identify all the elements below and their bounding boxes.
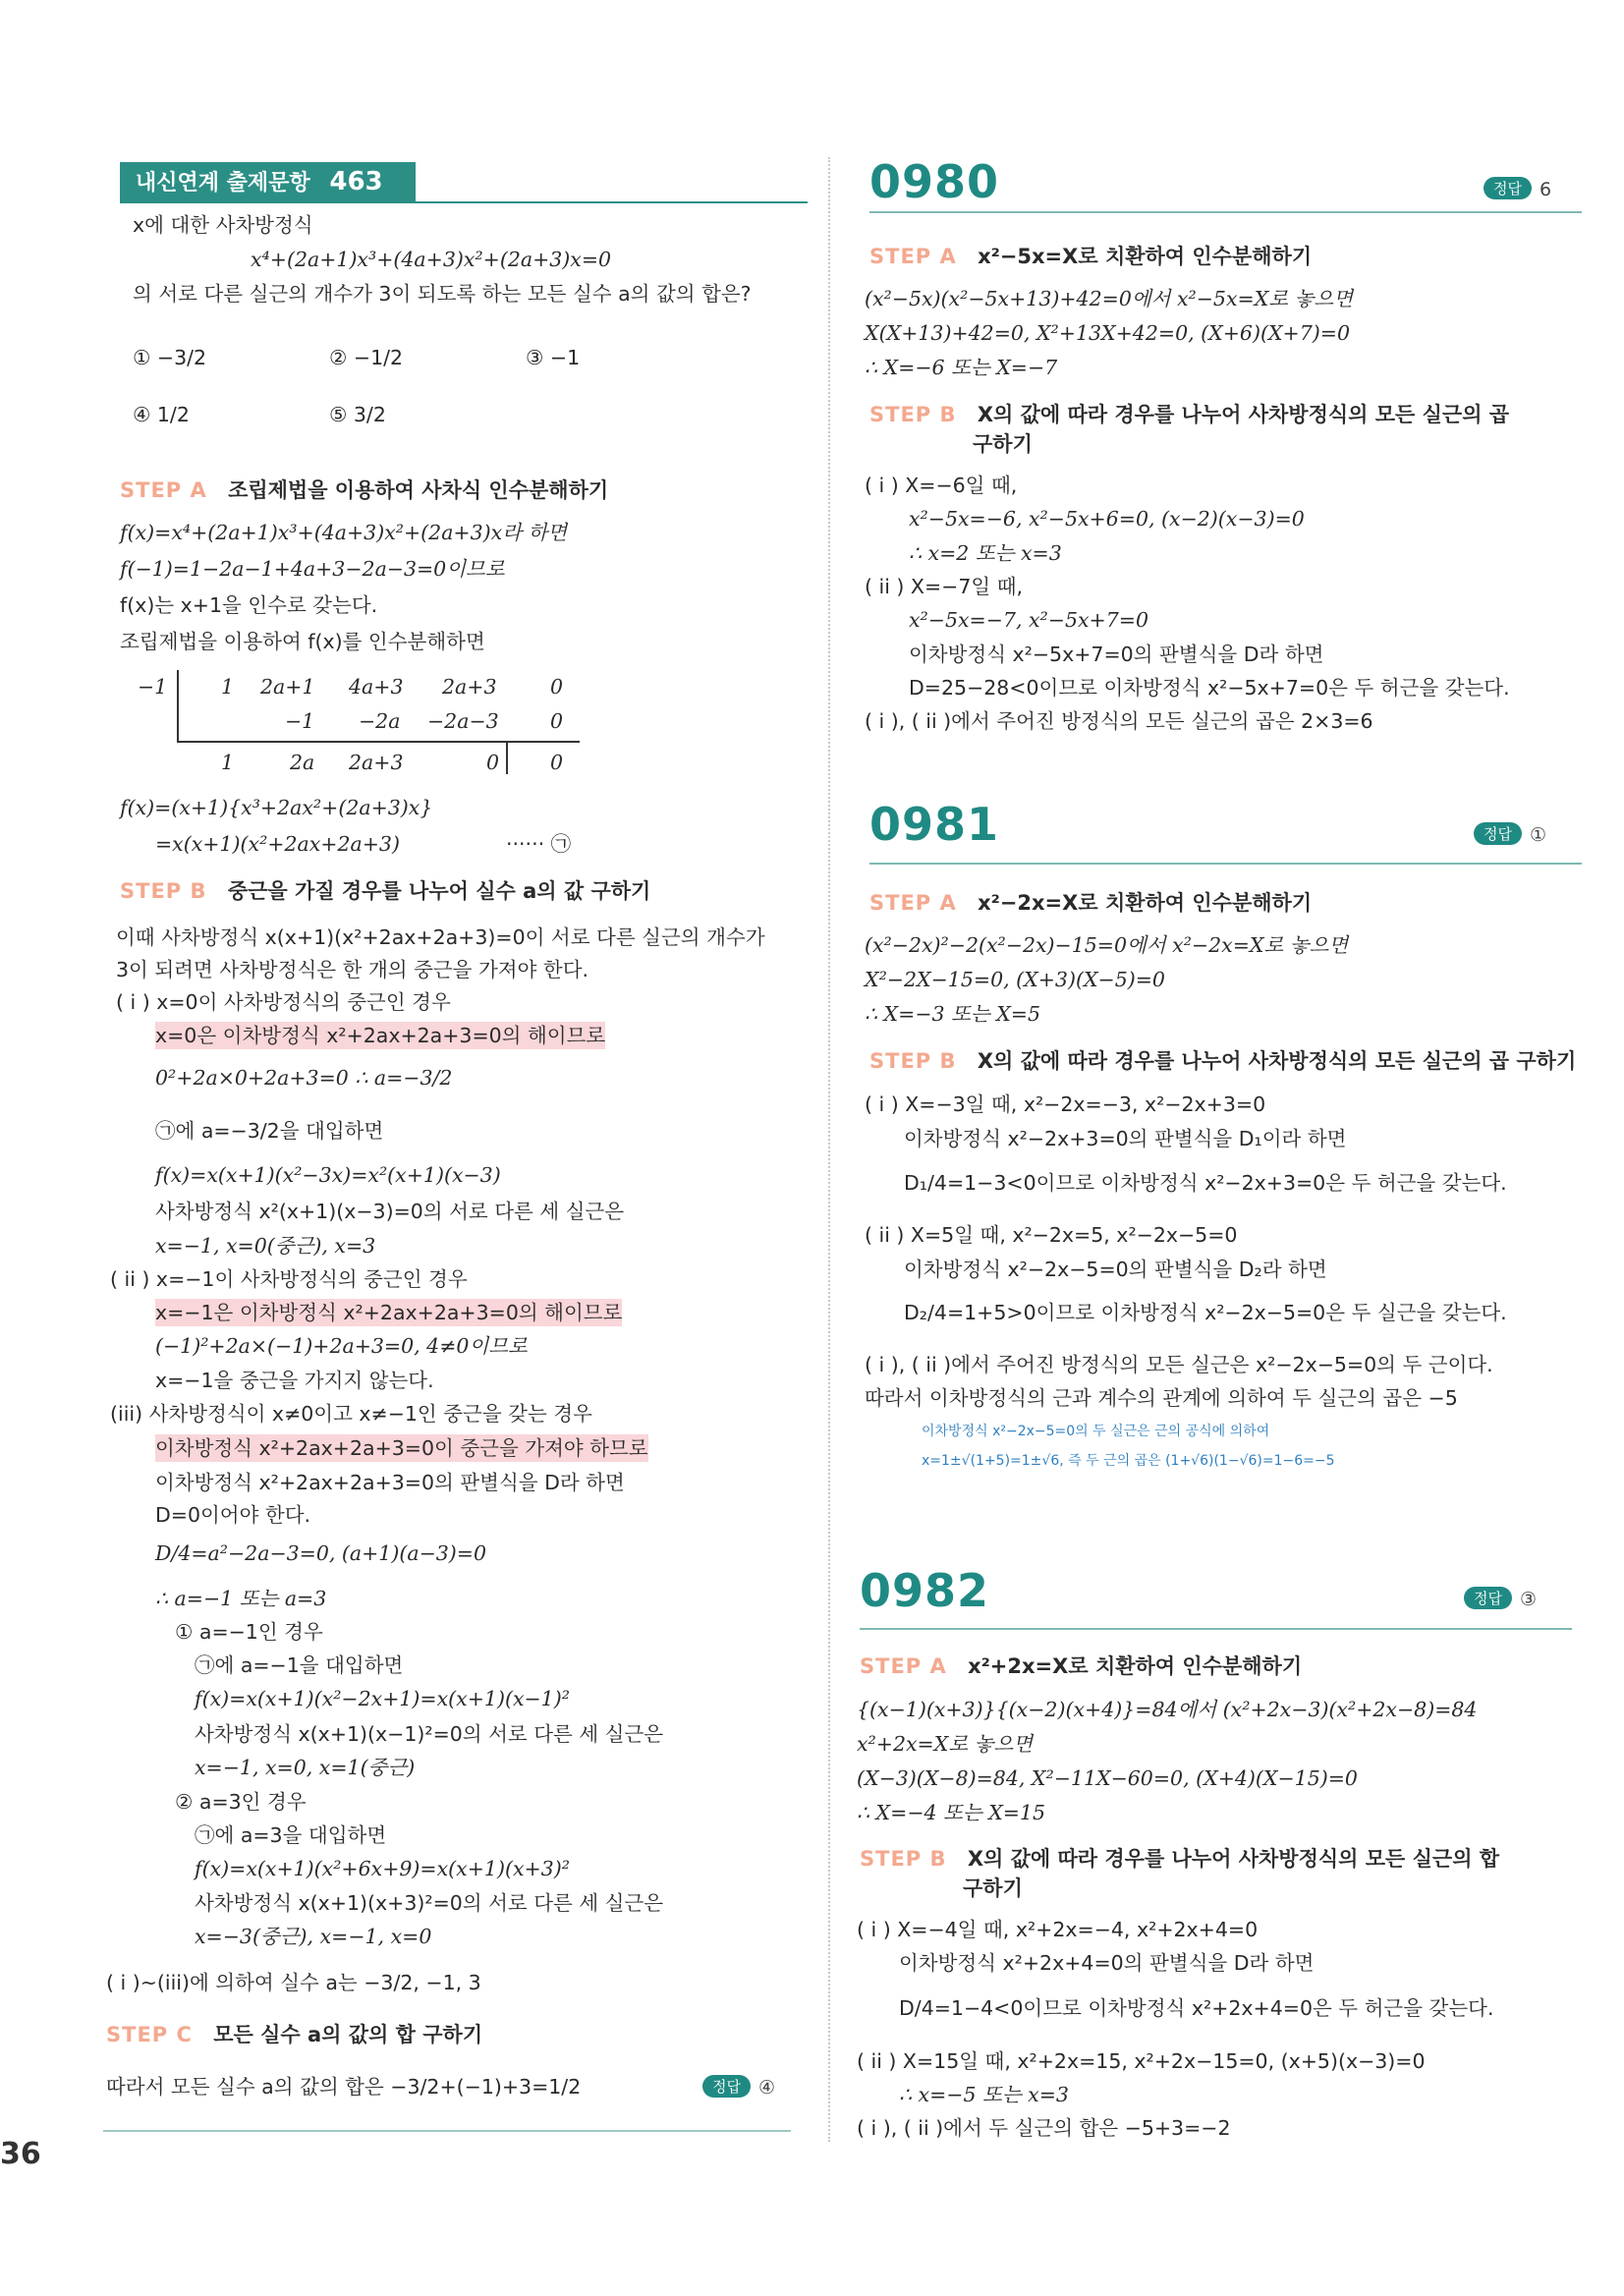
section-rule [869, 211, 1582, 213]
section-rule [860, 1628, 1572, 1630]
step-a-heading [120, 476, 608, 504]
step-b-heading [869, 1047, 1576, 1075]
step-b-line: 이때 사차방정식 x(x+1)(x²+2ax+2a+3)=0이 서로 다른 실근의 개수가 [116, 925, 765, 949]
side-note: x=1±√(1+5)=1±√6, 즉 두 근의 곱은 (1+√6)(1−√6)=1−6=−5 [922, 1453, 1335, 1469]
case-heading: ( ii ) X=5일 때, x²−2x=5, x²−2x−5=0 [865, 1223, 1238, 1247]
step-line: D₁/4=1−3<0이므로 이차방정식 x²−2x+3=0은 두 허근을 갖는다. [904, 1171, 1507, 1195]
synthetic-root: −1 [138, 675, 168, 699]
step-b-line: 사차방정식 x(x+1)(x+3)²=0의 서로 다른 세 실근은 [195, 1891, 664, 1915]
synthetic-cell: 0 [550, 751, 564, 774]
step-b-tag: STEP B [860, 1847, 947, 1871]
step-a-line: 조립제법을 이용하여 f(x)를 인수분해하면 [120, 630, 485, 653]
answer-label: 정답 [1484, 177, 1532, 199]
synthetic-cell: 2a [290, 751, 315, 774]
step-a-heading [869, 243, 1312, 270]
highlighted-line: 이차방정식 x²+2ax+2a+3=0이 중근을 가져야 하므로 [155, 1436, 648, 1460]
answer-badge-0981 [1474, 822, 1546, 846]
problem-number-0981: 0981 [869, 798, 1000, 851]
synthetic-cell: 4a+3 [349, 675, 404, 699]
problem-number-0982: 0982 [860, 1564, 990, 1617]
highlighted-line: x=−1은 이차방정식 x²+2ax+2a+3=0의 해이므로 [155, 1301, 623, 1324]
step-b-line: 이차방정식 x²+2ax+2a+3=0의 판별식을 D라 하면 [155, 1471, 625, 1494]
synthetic-cell: 0 [486, 751, 500, 774]
answer-badge-0982 [1464, 1587, 1537, 1610]
step-c-heading [106, 2021, 482, 2048]
section-rule [869, 863, 1582, 865]
answer-value: ④ [757, 2077, 776, 2099]
answer-label: 정답 [702, 2075, 751, 2098]
step-b-line: f(x)=x(x+1)(x²−2x+1)=x(x+1)(x−1)² [195, 1687, 570, 1710]
step-a-line: f(x)는 x+1을 인수로 갖는다. [120, 593, 378, 617]
header-rule [120, 201, 808, 203]
step-b-title-cont: 구하기 [973, 432, 1033, 456]
step-c-title: 모든 실수 a의 값의 합 구하기 [213, 2023, 483, 2046]
synthetic-cell: 1 [221, 751, 235, 774]
answer-badge [702, 2075, 775, 2099]
step-line: 이차방정식 x²+2x+4=0의 판별식을 D라 하면 [899, 1951, 1315, 1975]
synthetic-cell: 0 [550, 675, 564, 699]
step-line: D₂/4=1+5>0이므로 이차방정식 x²−2x−5=0은 두 실근을 갖는다. [904, 1301, 1507, 1324]
subcase-heading: ② a=3인 경우 [175, 1790, 307, 1814]
step-b-line: (−1)²+2a×(−1)+2a+3=0, 4≠0이므로 [155, 1334, 528, 1358]
step-conclusion: ( i ), ( ii )에서 주어진 방정식의 모든 실근의 곱은 2×3=6 [865, 709, 1373, 733]
step-a-title: x²−5x=X로 치환하여 인수분해하기 [978, 245, 1313, 268]
case-heading: (iii) 사차방정식이 x≠0이고 x≠−1인 중근을 갖는 경우 [110, 1402, 592, 1426]
synthetic-rule [177, 741, 580, 743]
synthetic-cell: 2a+1 [260, 675, 315, 699]
problem-number-0980: 0980 [869, 155, 1000, 208]
step-line: x²−5x=−7, x²−5x+7=0 [909, 608, 1148, 632]
synthetic-cell: 2a+3 [349, 751, 404, 774]
case-heading: ( i ) X=−6일 때, [865, 474, 1018, 497]
answer-value: ① [1529, 824, 1547, 846]
step-line: 이차방정식 x²−2x+3=0의 판별식을 D₁이라 하면 [904, 1127, 1347, 1150]
step-b-tag: STEP B [869, 1049, 957, 1073]
synthetic-divider [177, 670, 179, 741]
case-heading: ( i ) x=0이 사차방정식의 중근인 경우 [116, 990, 451, 1014]
step-b-line: 3이 되려면 사차방정식은 한 개의 중근을 가져야 한다. [116, 958, 589, 981]
step-b-title: X의 값에 따라 경우를 나누어 사차방정식의 모든 실근의 곱 구하기 [977, 1049, 1577, 1073]
step-a-tag: STEP A [869, 245, 957, 268]
answer-badge-0980 [1484, 177, 1551, 200]
step-b-line: x=−3(중근), x=−1, x=0 [195, 1925, 432, 1948]
step-line: D/4=1−4<0이므로 이차방정식 x²+2x+4=0은 두 허근을 갖는다. [899, 1996, 1494, 2020]
highlighted-line: x=0은 이차방정식 x²+2ax+2a+3=0의 해이므로 [155, 1024, 606, 1047]
choice-2[interactable]: ② −1/2 [329, 346, 404, 369]
step-line: x²−5x=−6, x²−5x+6=0, (x−2)(x−3)=0 [909, 507, 1305, 531]
step-b-heading [120, 877, 650, 905]
case-heading: ( i ) X=−3일 때, x²−2x=−3, x²−2x+3=0 [865, 1092, 1266, 1116]
step-a-heading [869, 889, 1312, 917]
step-conclusion: 따라서 이차방정식의 근과 계수의 관계에 의하여 두 실근의 곱은 −5 [865, 1386, 1458, 1410]
step-line: ∴ x=2 또는 x=3 [909, 541, 1062, 565]
step-b-line: x=−1, x=0, x=1(중근) [195, 1756, 416, 1779]
step-a-heading [860, 1652, 1302, 1680]
step-a-title: x²+2x=X로 치환하여 인수분해하기 [968, 1654, 1303, 1678]
step-b-line: ㉠에 a=−1을 대입하면 [195, 1653, 404, 1677]
step-line: X(X+13)+42=0, X²+13X+42=0, (X+6)(X+7)=0 [865, 321, 1350, 345]
synthetic-cell: 1 [221, 675, 235, 699]
answer-label: 정답 [1464, 1587, 1512, 1609]
case-heading: ( ii ) x=−1이 사차방정식의 중근인 경우 [110, 1267, 468, 1291]
step-b-line: x=−1, x=0(중근), x=3 [155, 1234, 376, 1258]
synthetic-cell: 2a+3 [442, 675, 497, 699]
step-a-title: 조립제법을 이용하여 사차식 인수분해하기 [228, 478, 609, 502]
page-number: 36 [0, 2137, 41, 2171]
step-b-line: D/4=a²−2a−3=0, (a+1)(a−3)=0 [155, 1541, 487, 1565]
step-c-tag: STEP C [106, 2023, 193, 2046]
step-b-line: x=−1을 중근을 가지지 않는다. [155, 1369, 434, 1392]
step-b-title: X의 값에 따라 경우를 나누어 사차방정식의 모든 실근의 합 [967, 1847, 1500, 1871]
answer-label: 정답 [1474, 822, 1522, 845]
step-b-line: D=0이어야 한다. [155, 1503, 311, 1527]
step-line: ∴ X=−4 또는 X=15 [857, 1801, 1046, 1824]
synthetic-remainder-bar [506, 741, 508, 774]
case-heading: ( ii ) X=−7일 때, [865, 575, 1024, 598]
step-b-line: f(x)=x(x+1)(x²+6x+9)=x(x+1)(x+3)² [195, 1857, 570, 1880]
header-label: 내신연계 출제문항 [136, 171, 310, 196]
step-b-conclusion: ( i )~(iii)에 의하여 실수 a는 −3/2, −1, 3 [106, 1971, 481, 1994]
choice-1[interactable]: ① −3/2 [133, 346, 207, 369]
step-b-line: 사차방정식 x(x+1)(x−1)²=0의 서로 다른 세 실근은 [195, 1722, 664, 1746]
step-a-tag: STEP A [869, 891, 957, 915]
step-a-line: f(x)=x⁴+(2a+1)x³+(4a+3)x²+(2a+3)x라 하면 [120, 521, 568, 544]
answer-value: ③ [1519, 1589, 1538, 1610]
step-c-line: 따라서 모든 실수 a의 값의 합은 −3/2+(−1)+3=1/2 [106, 2075, 582, 2099]
step-line: (X−3)(X−8)=84, X²−11X−60=0, (X+4)(X−15)=0 [857, 1766, 1358, 1790]
step-line: (x²−2x)²−2(x²−2x)−15=0에서 x²−2x=X로 놓으면 [865, 933, 1349, 957]
footer-rule [103, 2130, 791, 2132]
choice-5[interactable]: ⑤ 3/2 [329, 403, 386, 426]
problem-line: 의 서로 다른 실근의 개수가 3이 되도록 하는 모든 실수 a의 값의 합은? [133, 282, 752, 306]
step-line: ∴ X=−3 또는 X=5 [865, 1002, 1041, 1026]
step-a-tag: STEP A [120, 478, 207, 502]
step-b-heading [860, 1845, 1499, 1873]
step-a-result: =x(x+1)(x²+2ax+2a+3) [155, 832, 400, 856]
choice-3[interactable]: ③ −1 [526, 346, 581, 369]
step-b-line: ㉠에 a=3을 대입하면 [195, 1823, 387, 1847]
step-a-tag: STEP A [860, 1654, 947, 1678]
header-number: 463 [329, 167, 383, 196]
step-line: ∴ X=−6 또는 X=−7 [865, 356, 1058, 379]
step-b-line: 사차방정식 x²(x+1)(x−3)=0의 서로 다른 세 실근은 [155, 1200, 625, 1223]
choice-4[interactable]: ④ 1/2 [133, 403, 190, 426]
step-line: ∴ x=−5 또는 x=3 [899, 2083, 1069, 2106]
problem-equation: x⁴+(2a+1)x³+(4a+3)x²+(2a+3)x=0 [251, 248, 612, 271]
step-a-line: f(−1)=1−2a−1+4a+3−2a−3=0이므로 [120, 557, 505, 581]
problem-header-band [120, 162, 416, 201]
step-conclusion: ( i ), ( ii )에서 두 실근의 합은 −5+3=−2 [857, 2116, 1231, 2140]
step-line: 이차방정식 x²−5x+7=0의 판별식을 D라 하면 [909, 643, 1324, 666]
step-b-title: 중근을 가질 경우를 나누어 실수 a의 값 구하기 [227, 879, 651, 903]
step-line: X²−2X−15=0, (X+3)(X−5)=0 [865, 968, 1165, 991]
step-b-line: 0²+2a×0+2a+3=0 ∴ a=−3/2 [155, 1066, 453, 1090]
step-line: {(x−1)(x+3)}{(x−2)(x+4)}=84에서 (x²+2x−3)(x²+2x−8)=84 [857, 1698, 1478, 1721]
step-b-title: X의 값에 따라 경우를 나누어 사차방정식의 모든 실근의 곱 [977, 403, 1510, 426]
equation-marker: ······ ㉠ [506, 832, 572, 856]
column-divider [828, 157, 830, 2142]
step-line: x²+2x=X로 놓으면 [857, 1732, 1034, 1756]
step-line: D=25−28<0이므로 이차방정식 x²−5x+7=0은 두 허근을 갖는다. [909, 676, 1510, 700]
synthetic-cell: −1 [285, 709, 315, 733]
step-a-result: f(x)=(x+1){x³+2ax²+(2a+3)x} [120, 796, 433, 819]
side-note: 이차방정식 x²−2x−5=0의 두 실근은 근의 공식에 의하여 [922, 1424, 1270, 1439]
step-b-line: f(x)=x(x+1)(x²−3x)=x²(x+1)(x−3) [155, 1163, 501, 1187]
step-b-heading [869, 401, 1509, 428]
synthetic-cell: 0 [550, 709, 564, 733]
case-heading: ( ii ) X=15일 때, x²+2x=15, x²+2x−15=0, (x+5)(x−3)=0 [857, 2049, 1426, 2073]
synthetic-cell: −2a−3 [427, 709, 499, 733]
step-b-line: ∴ a=−1 또는 a=3 [155, 1587, 327, 1610]
case-heading: ( i ) X=−4일 때, x²+2x=−4, x²+2x+4=0 [857, 1918, 1259, 1941]
answer-value: 6 [1539, 179, 1552, 200]
step-b-line: ㉠에 a=−3/2을 대입하면 [155, 1119, 384, 1143]
problem-line: x에 대한 사차방정식 [133, 213, 313, 237]
step-b-tag: STEP B [869, 403, 957, 426]
step-line: (x²−5x)(x²−5x+13)+42=0에서 x²−5x=X로 놓으면 [865, 287, 1354, 310]
synthetic-cell: −2a [359, 709, 401, 733]
step-line: 이차방정식 x²−2x−5=0의 판별식을 D₂라 하면 [904, 1258, 1327, 1281]
step-line: ( i ), ( ii )에서 주어진 방정식의 모든 실근은 x²−2x−5=0의 두 근이다. [865, 1353, 1493, 1376]
step-a-title: x²−2x=X로 치환하여 인수분해하기 [978, 891, 1313, 915]
step-b-tag: STEP B [120, 879, 207, 903]
step-b-title-cont: 구하기 [963, 1876, 1023, 1900]
subcase-heading: ① a=−1인 경우 [175, 1620, 323, 1644]
synthetic-division [128, 668, 589, 786]
